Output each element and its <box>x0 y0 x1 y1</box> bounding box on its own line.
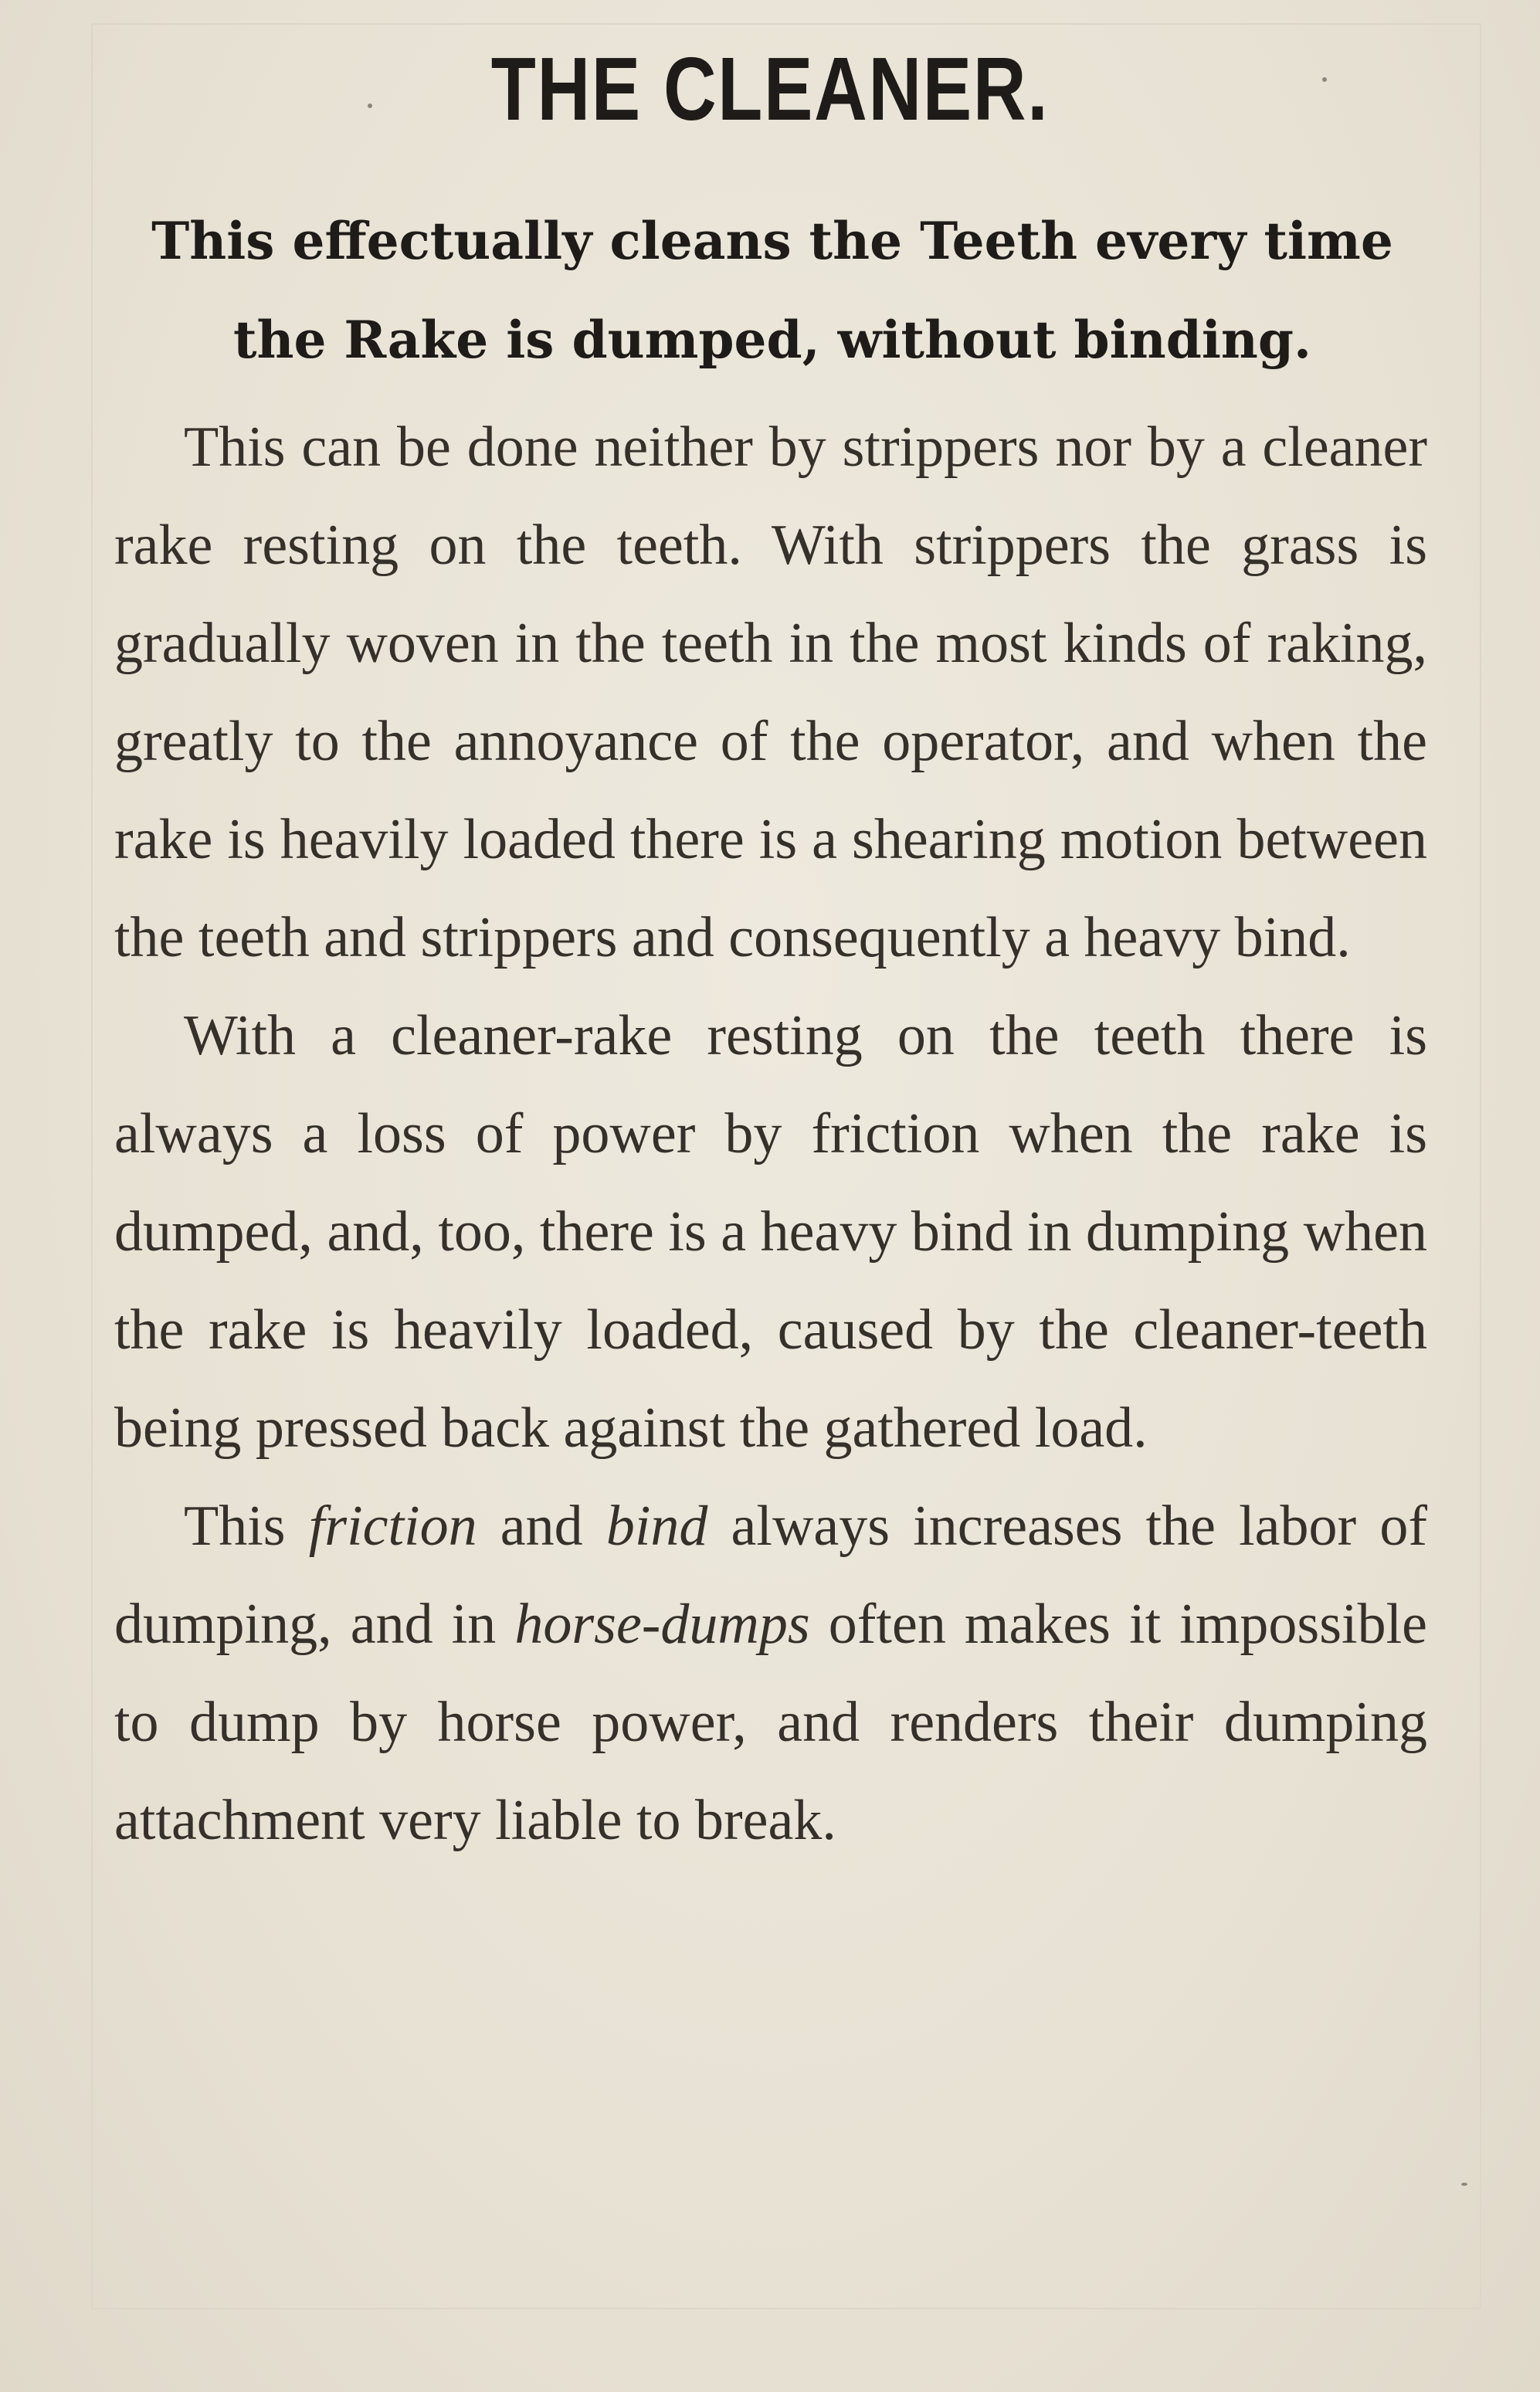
paragraph-3-text: always increases the labor of dumping, and in <box>114 1495 1427 1656</box>
speck <box>1461 2183 1467 2186</box>
emphasis-horse-dumps: horse-dumps <box>514 1593 810 1656</box>
paragraph-3-text: This <box>184 1495 309 1558</box>
paragraph-1: This can be done neither by strippers nor by a cleaner rake resting on the teeth. With strippers the grass is gradually woven in the teeth in the most kinds of raking, greatly to the annoyance of the operator, and when the rake is heavily loaded there is a shearing motion between the teeth and strippers and consequently a heavy bind. <box>114 416 1427 969</box>
paragraph-3-text: and <box>477 1495 606 1558</box>
article-body <box>114 399 1427 1870</box>
paragraph-3 <box>114 1478 1427 1870</box>
subtitle: This effectually cleans the Teeth every time the Rake is dumped, without binding. <box>151 211 1393 370</box>
page-title: THE CLEANER. <box>490 39 1050 139</box>
paragraph-2: With a cleaner-rake resting on the teeth there is always a loss of power by friction when the rake is dumped, and, too, there is a heavy bind in dumping when the rake is heavily loaded, caused by the cleaner-teeth being pressed back against the gathered load. <box>114 1004 1427 1460</box>
emphasis-bind: bind <box>605 1495 708 1558</box>
emphasis-friction: friction <box>308 1495 477 1558</box>
paragraph-3-text: often makes it impossible to dump by horse power, and renders their dumping attachment very liable to break. <box>114 1593 1427 1852</box>
